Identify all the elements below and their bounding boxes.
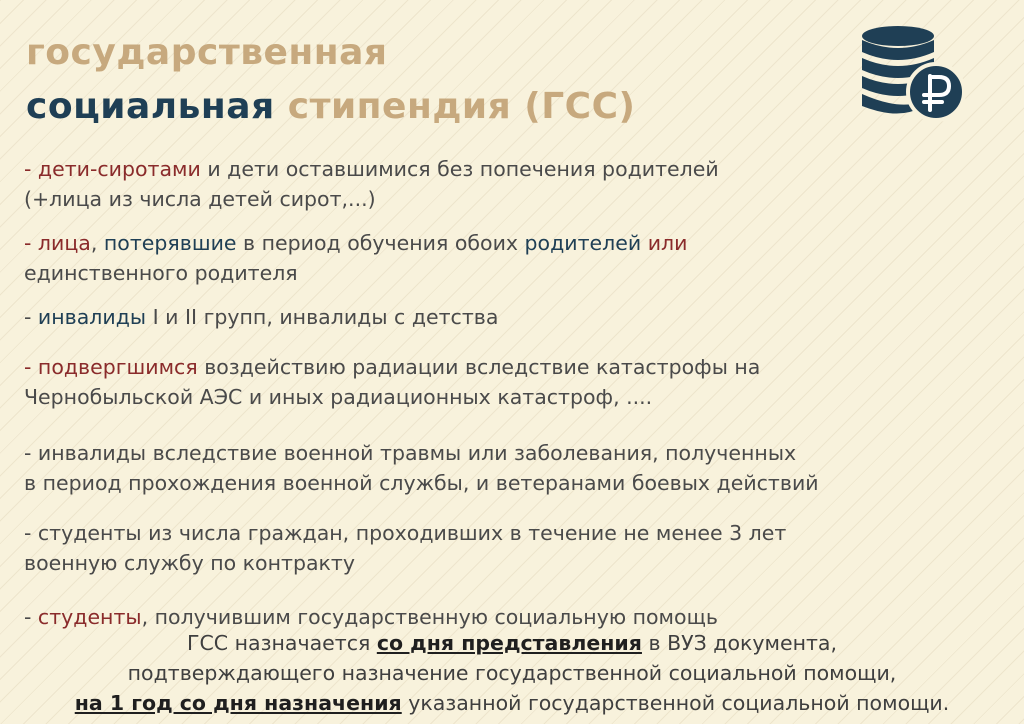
text-segment: - подвергшимся [24,355,198,379]
text-segment: , получившим государственную социальную помощь [141,605,718,629]
coins-ruble-icon [858,22,968,122]
list-item-line [24,382,904,412]
text-segment: - инвалиды вследствие военной травмы или заболевания, полученных [24,441,797,465]
text-segment: в период прохождения военной службы, и ветеранами боевых действий [24,471,819,495]
text-segment: - лица [24,231,91,255]
text-segment: (+лица из числа детей сирот,...) [24,187,376,211]
list-item-line [24,154,904,184]
list-item-line [24,302,904,332]
text-segment: в период обучения обоих [236,231,525,255]
text-segment: инвалиды [37,305,147,329]
text-segment: единственного родителя [24,261,298,285]
title-word-stipend: стипендия (ГСС) [287,86,636,127]
list-item-line [24,228,904,258]
title-line-2 [26,80,635,134]
page-title [26,26,635,134]
text-segment: Чернобыльской АЭС и иных радиационных катастроф, .... [24,385,653,409]
list-item-line [24,438,904,468]
footer-line-1: ГСС назначается со дня представления в ВУЗ документа, [186,631,838,655]
footer-line-2: подтверждающего назначение государственной социальной помощи, [127,661,897,685]
title-word-social: социальная [26,86,275,127]
list-item [24,518,904,578]
text-segment: и дети оставшимися без попечения родителей [200,157,719,181]
list-item [24,228,904,288]
text-segment: - [24,605,38,629]
text-segment: - дети-сиротами [24,157,201,181]
footer-line-3: на 1 год со дня назначения указанной государственной социальной помощи. [74,691,950,715]
text-segment: родителей [524,231,642,255]
footer-note [0,628,1024,718]
text-segment: I и II групп, инвалиды с детства [146,305,499,329]
footer-emphasis-1: со дня представления [376,631,642,655]
eligibility-list [24,154,904,632]
list-item-line [24,518,904,548]
text-segment: - студенты из числа граждан, проходивших в течение не менее 3 лет [24,521,787,545]
text-segment: или [647,231,688,255]
list-item [24,154,904,214]
text-segment: воздействию радиации вследствие катастрофы на [197,355,761,379]
list-item [24,438,904,498]
list-item [24,302,904,332]
list-item-line [24,184,904,214]
text-segment: , [90,231,104,255]
text-segment: военную службу по контракту [24,551,355,575]
text-segment: потерявшие [103,231,237,255]
list-item [24,352,904,412]
list-item-line [24,468,904,498]
title-line-1: государственная [26,32,388,73]
list-item-line [24,258,904,288]
footer-emphasis-2: на 1 год со дня назначения [74,691,402,715]
text-segment: студенты [37,605,142,629]
text-segment: - [24,305,38,329]
list-item-line [24,548,904,578]
list-item-line [24,352,904,382]
